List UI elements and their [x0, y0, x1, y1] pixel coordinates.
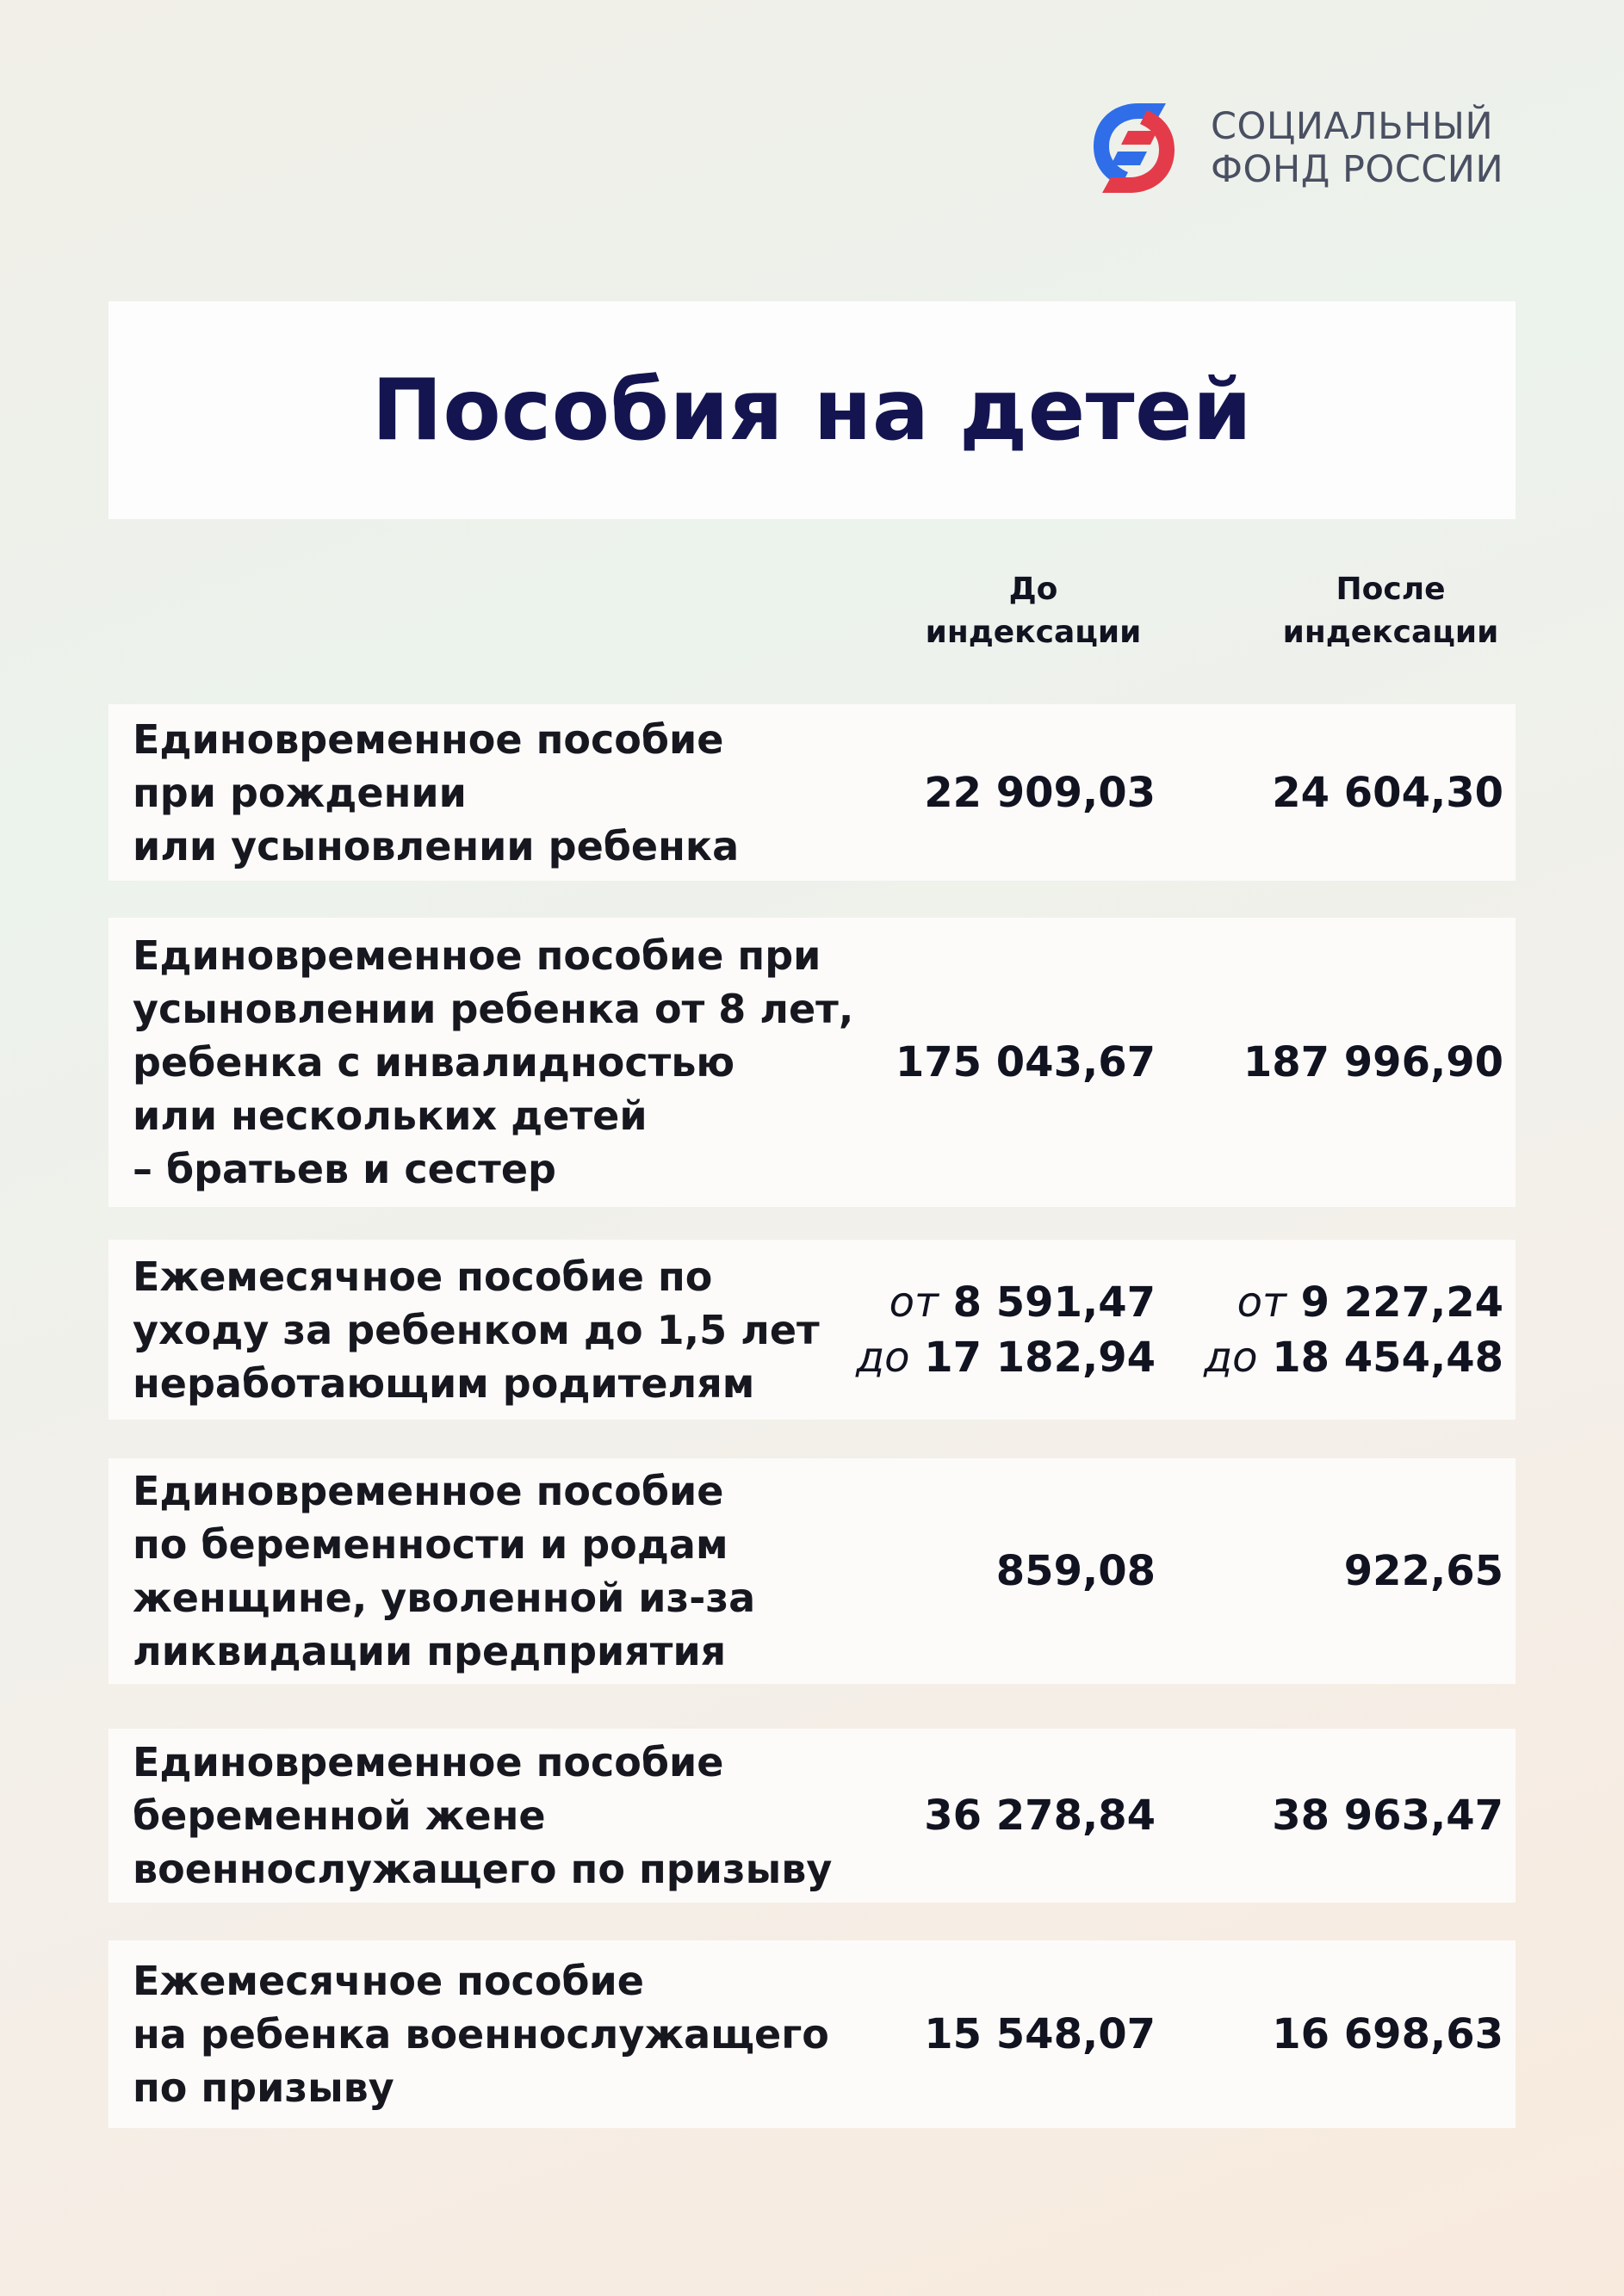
value-after: 922,65 [1343, 1547, 1503, 1595]
range-to-prefix: до [1203, 1333, 1258, 1382]
benefit-label: Ежемесячное пособие по уходу за ребенком до 1,5 лет неработающим родителям [133, 1253, 820, 1407]
benefit-row-birth [108, 704, 1516, 881]
logo-line-2: ФОНД РОССИИ [1211, 148, 1504, 191]
value-before-range [856, 1275, 1156, 1385]
benefit-label: Единовременное пособие по беременности и родам женщине, уволенной из-за ликвидации предприятия [133, 1468, 756, 1674]
range-from-value: 9 227,24 [1300, 1278, 1503, 1327]
value-before: 36 278,84 [924, 1792, 1156, 1840]
benefit-row-childcare [108, 1240, 1516, 1420]
value-before: 15 548,07 [924, 2010, 1156, 2058]
column-header-before: До индексации [925, 572, 1142, 650]
value-before: 859,08 [995, 1547, 1156, 1595]
column-header-after: После индексации [1282, 572, 1499, 650]
benefit-label: Единовременное пособие беременной жене военнослужащего по призыву [133, 1739, 833, 1892]
range-to-prefix: до [855, 1333, 910, 1382]
title-banner [108, 301, 1516, 519]
benefit-row-maternity [108, 1458, 1516, 1684]
value-before: 22 909,03 [924, 768, 1156, 817]
value-after: 38 963,47 [1272, 1792, 1503, 1840]
benefit-row-adoption [108, 918, 1516, 1207]
range-to-value: 18 454,48 [1272, 1333, 1503, 1382]
benefit-row-military-child [108, 1940, 1516, 2128]
page-title: Пособия на детей [371, 361, 1253, 460]
value-before: 175 043,67 [895, 1038, 1156, 1086]
benefit-row-pregnant-wife [108, 1729, 1516, 1903]
range-from-prefix: от [1237, 1278, 1286, 1327]
value-after: 16 698,63 [1272, 2010, 1503, 2058]
benefit-label: Ежемесячное пособие на ребенка военнослужащего по призыву [133, 1958, 829, 2111]
range-from-prefix: от [889, 1278, 939, 1327]
benefit-label: Единовременное пособие при усыновлении ребенка от 8 лет, ребенка с инвалидностью или нескольких детей – братьев и сестер [133, 932, 854, 1192]
logo [1078, 96, 1526, 200]
benefit-label: Единовременное пособие при рождении или усыновлении ребенка [133, 715, 740, 870]
value-after-range [1204, 1275, 1503, 1385]
value-after: 24 604,30 [1272, 768, 1503, 817]
range-to-value: 17 182,94 [924, 1333, 1156, 1382]
social-fund-logo-icon [1078, 96, 1190, 200]
logo-line-1: СОЦИАЛЬНЫЙ [1211, 105, 1494, 148]
range-from-value: 8 591,47 [952, 1278, 1156, 1327]
value-after: 187 996,90 [1243, 1038, 1503, 1086]
